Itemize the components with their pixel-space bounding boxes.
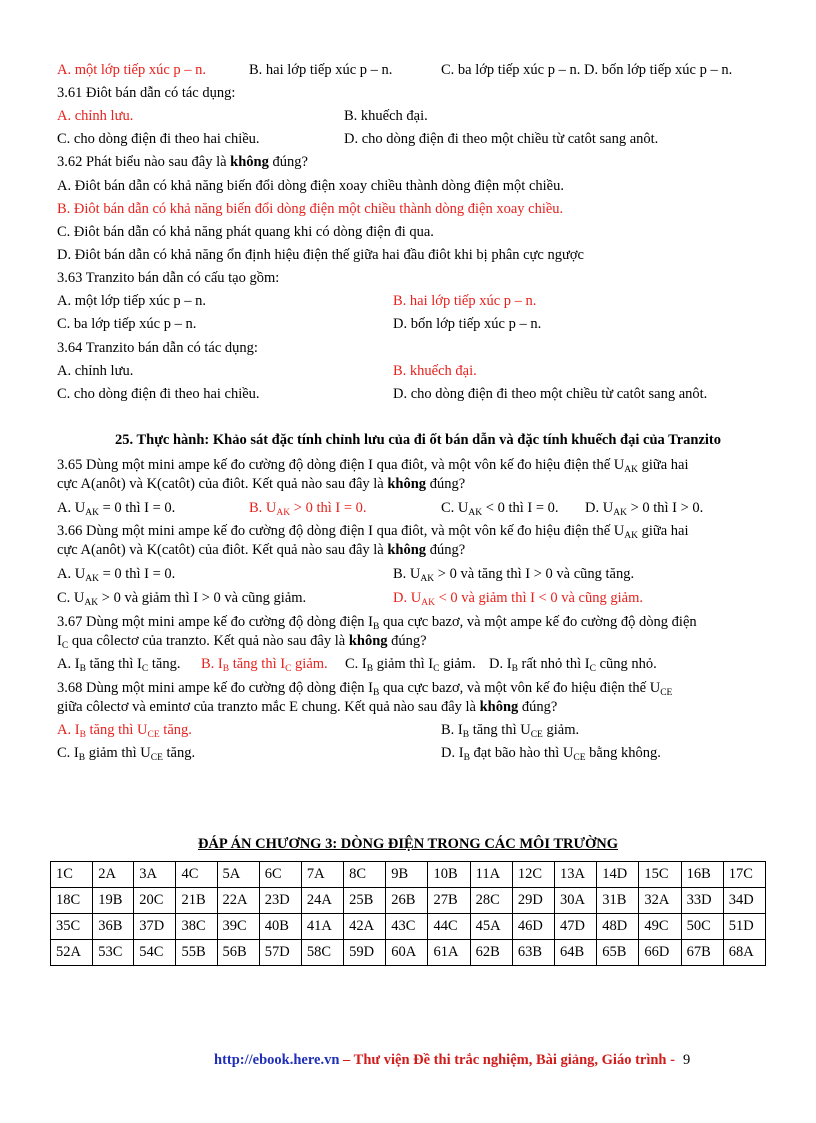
answer-table [50, 861, 766, 966]
answer-cell: 41A [301, 914, 343, 940]
answer-cell: 56B [217, 940, 259, 966]
q366-option-b: B. $U_{AK} > 0$ và tăng thì I > 0 và cũng tăng. [393, 566, 635, 584]
answer-cell: 23D [259, 888, 301, 914]
answer-cell: 5A [217, 862, 259, 888]
answer-cell: 21B [176, 888, 217, 914]
q368-stem-line1: 3.68 Dùng một mini ampe kế đo cường độ dòng điện $I_B$ qua cực bazơ, và một vôn kế đo hiệu điện thế $U_{CE}$ [57, 680, 673, 698]
answer-cell: 9B [386, 862, 428, 888]
q362-option-a: A. Điôt bán dẫn có khả năng biến đổi dòng điện xoay chiều thành dòng điện một chiều. [57, 178, 564, 194]
q361-option-d: D. cho dòng điện đi theo một chiều từ catôt sang anôt. [344, 131, 659, 147]
answer-cell: 2A [93, 862, 134, 888]
table-row [51, 862, 766, 888]
answer-cell: 60A [386, 940, 428, 966]
q360-option-a: A. một lớp tiếp xúc p – n. [57, 62, 207, 78]
answer-cell: 44C [428, 914, 470, 940]
q367-option-a: A. $I_B$ tăng thì $I_C$ tăng. [57, 656, 181, 674]
q364-option-b: B. khuếch đại. [393, 363, 477, 379]
q364-option-c: C. cho dòng điện đi theo hai chiều. [57, 386, 260, 402]
answer-cell: 50C [681, 914, 723, 940]
answer-cell: 18C [51, 888, 93, 914]
answer-cell: 65B [597, 940, 639, 966]
answer-cell: 66D [639, 940, 681, 966]
answer-cell: 42A [344, 914, 386, 940]
answer-cell: 59D [344, 940, 386, 966]
answer-cell: 57D [259, 940, 301, 966]
answer-cell: 64B [555, 940, 597, 966]
answer-cell: 68A [723, 940, 765, 966]
answer-cell: 33D [681, 888, 723, 914]
answer-cell: 61A [428, 940, 470, 966]
answer-cell: 63B [512, 940, 554, 966]
q361-option-b: B. khuếch đại. [344, 108, 428, 124]
answer-cell: 16B [681, 862, 723, 888]
q362-option-b: B. Điôt bán dẫn có khả năng biến đổi dòng điện một chiều thành dòng điện xoay chiều. [57, 201, 564, 217]
q365-option-c: C. $U_{AK} < 0$ thì I = 0. [441, 500, 559, 518]
answer-cell: 52A [51, 940, 93, 966]
q364-option-d: D. cho dòng điện đi theo một chiều từ catôt sang anôt. [393, 386, 708, 402]
answer-cell: 32A [639, 888, 681, 914]
q367-stem-line1: 3.67 Dùng một mini ampe kế đo cường độ dòng điện $I_B$ qua cực bazơ, và một ampe kế đo cường độ dòng điện [57, 614, 697, 632]
answer-cell: 10B [428, 862, 470, 888]
answer-cell: 34D [723, 888, 765, 914]
q367-option-b: B. $I_B$ tăng thì $I_C$ giảm. [201, 656, 328, 674]
q366-stem-line1: 3.66 Dùng một mini ampe kế đo cường độ dòng điện I qua điôt, và một vôn kế đo hiệu điện thế $U_{AK}$ giữa hai [57, 523, 689, 541]
q360-option-c-d: C. ba lớp tiếp xúc p – n. D. bốn lớp tiếp xúc p – n. [441, 62, 733, 78]
answer-cell: 28C [470, 888, 512, 914]
answer-cell: 46D [512, 914, 554, 940]
q365-option-b: B. $U_{AK} > 0$ thì I = 0. [249, 500, 367, 518]
q360-option-b: B. hai lớp tiếp xúc p – n. [249, 62, 393, 78]
q367-option-c: C. $I_B$ giảm thì $I_C$ giảm. [345, 656, 476, 674]
answer-cell: 20C [134, 888, 176, 914]
answer-cell: 7A [301, 862, 343, 888]
answer-cell: 26B [386, 888, 428, 914]
q362-option-c: C. Điôt bán dẫn có khả năng phát quang khi có dòng điện đi qua. [57, 224, 434, 240]
q368-stem-line2: giữa côlectơ và emintơ của tranzto mắc E chung. Kết quả nào sau đây là không đúng? [57, 699, 558, 715]
q368-option-a: A. $I_B$ tăng thì $U_{CE}$ tăng. [57, 722, 192, 740]
q365-option-a: A. $U_{AK} = 0$ thì I = 0. [57, 500, 176, 518]
answer-cell: 48D [597, 914, 639, 940]
answer-cell: 29D [512, 888, 554, 914]
q363-option-a: A. một lớp tiếp xúc p – n. [57, 293, 207, 309]
q361-option-a: A. chỉnh lưu. [57, 108, 134, 124]
answer-cell: 58C [301, 940, 343, 966]
q367-option-d: D. $I_B$ rất nhỏ thì $I_C$ cũng nhỏ. [489, 656, 657, 674]
page-number: 9 [682, 1052, 691, 1068]
footer-separator: – [339, 1052, 354, 1068]
answer-cell: 43C [386, 914, 428, 940]
answer-cell: 49C [639, 914, 681, 940]
q365-stem-line2: cực A(anôt) và K(catôt) của điôt. Kết quả nào sau đây là không đúng? [57, 476, 466, 492]
q368-option-d: D. $I_B$ đạt bão hào thì $U_{CE}$ bằng không. [441, 745, 661, 763]
q368-option-b: B. $I_B$ tăng thì $U_{CE}$ giảm. [441, 722, 580, 740]
q364-option-a: A. chỉnh lưu. [57, 363, 134, 379]
q366-option-c: C. $U_{AK} > 0$ và giảm thì I > 0 và cũng giảm. [57, 590, 307, 608]
footer-link[interactable]: http://ebook.here.vn [214, 1052, 340, 1068]
answer-cell: 22A [217, 888, 259, 914]
answer-table-title: ĐÁP ÁN CHƯƠNG 3: DÒNG ĐIỆN TRONG CÁC MÔI TRƯỜNG [197, 836, 619, 852]
q368-option-c: C. $I_B$ giảm thì $U_{CE}$ tăng. [57, 745, 196, 763]
answer-cell: 51D [723, 914, 765, 940]
answer-cell: 4C [176, 862, 217, 888]
answer-cell: 27B [428, 888, 470, 914]
answer-cell: 13A [555, 862, 597, 888]
table-row [51, 914, 766, 940]
answer-cell: 19B [93, 888, 134, 914]
answer-cell: 12C [512, 862, 554, 888]
answer-cell: 25B [344, 888, 386, 914]
answer-cell: 37D [134, 914, 176, 940]
answer-cell: 54C [134, 940, 176, 966]
answer-cell: 47D [555, 914, 597, 940]
answer-cell: 11A [470, 862, 512, 888]
answer-cell: 53C [93, 940, 134, 966]
answer-cell: 67B [681, 940, 723, 966]
answer-cell: 35C [51, 914, 93, 940]
answer-cell: 31B [597, 888, 639, 914]
q367-stem-line2: $I_C$ qua côlectơ của tranzto. Kết quả nào sau đây là không đúng? [57, 633, 427, 651]
q366-option-a: A. $U_{AK} = 0$ thì I = 0. [57, 566, 176, 584]
answer-cell: 24A [301, 888, 343, 914]
answer-cell: 6C [259, 862, 301, 888]
q366-option-d: D. $U_{AK} < 0$ và giảm thì I < 0 và cũng giảm. [393, 590, 643, 608]
answer-cell: 17C [723, 862, 765, 888]
page-footer [214, 1052, 690, 1069]
q363-stem: 3.63 Tranzito bán dẫn có cấu tạo gồm: [57, 270, 280, 286]
q366-stem-line2: cực A(anôt) và K(catôt) của điôt. Kết quả nào sau đây là không đúng? [57, 542, 466, 558]
answer-cell: 39C [217, 914, 259, 940]
q365-option-d: D. $U_{AK} > 0$ thì I > 0. [585, 500, 704, 518]
answer-cell: 40B [259, 914, 301, 940]
footer-dash: - [666, 1052, 675, 1068]
q364-stem: 3.64 Tranzito bán dẫn có tác dụng: [57, 340, 258, 356]
answer-cell: 36B [93, 914, 134, 940]
table-row [51, 888, 766, 914]
answer-cell: 15C [639, 862, 681, 888]
answer-cell: 38C [176, 914, 217, 940]
table-row [51, 940, 766, 966]
answer-cell: 8C [344, 862, 386, 888]
section-title: 25. Thực hành: Khảo sát đặc tính chỉnh lưu của đi ốt bán dẫn và đặc tính khuếch đại của Tranzito [114, 432, 722, 448]
answer-cell: 30A [555, 888, 597, 914]
answer-cell: 3A [134, 862, 176, 888]
q361-stem: 3.61 Điôt bán dẫn có tác dụng: [57, 85, 236, 101]
answer-cell: 1C [51, 862, 93, 888]
q363-option-d: D. bốn lớp tiếp xúc p – n. [393, 316, 542, 332]
q362-option-d: D. Điôt bán dẫn có khả năng ổn định hiệu điện thế giữa hai đầu điôt khi bị phân cực ngược [57, 247, 584, 263]
q365-stem-line1: 3.65 Dùng một mini ampe kế đo cường độ dòng điện I qua điôt, và một vôn kế đo hiệu điện thế $U_{AK}$ giữa hai [57, 457, 689, 475]
answer-cell: 14D [597, 862, 639, 888]
q361-option-c: C. cho dòng điện đi theo hai chiều. [57, 131, 260, 147]
answer-cell: 45A [470, 914, 512, 940]
answer-cell: 55B [176, 940, 217, 966]
q363-option-b: B. hai lớp tiếp xúc p – n. [393, 293, 537, 309]
q362-stem: 3.62 Phát biểu nào sau đây là không đúng? [57, 154, 308, 170]
q363-option-c: C. ba lớp tiếp xúc p – n. [57, 316, 197, 332]
footer-library: Thư viện Đề thi trắc nghiệm, Bài giảng, Giáo trình [353, 1052, 667, 1068]
answer-cell: 62B [470, 940, 512, 966]
